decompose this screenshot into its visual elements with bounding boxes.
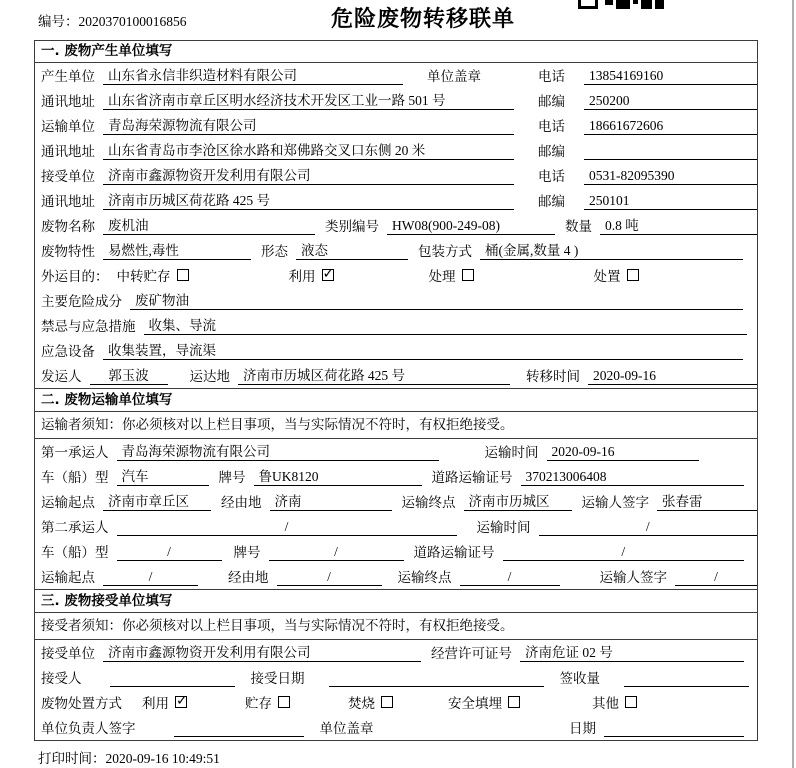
- route2-end-value: /: [460, 569, 560, 586]
- row-dispatch: [35, 363, 757, 388]
- qr-code-icon: [578, 0, 667, 10]
- vehicle1-license-value: 370213006408: [521, 469, 745, 486]
- section1-header: 一. 废物产生单位填写: [35, 41, 757, 63]
- row-route1: [35, 489, 757, 514]
- row-route2: [35, 564, 757, 589]
- row-transporter-address: [35, 138, 757, 163]
- producer-phone-label: 电话: [538, 69, 565, 84]
- sign-date-label: 日期: [569, 721, 596, 736]
- purpose-option-utilize: [289, 265, 334, 285]
- transporter-address-value: 山东省青岛市李沧区徐水路和郑佛路交叉口东侧 20 米: [103, 139, 514, 160]
- purpose-option-transfer-storage: [117, 265, 189, 285]
- disposal-option-utilize: [142, 692, 187, 712]
- waste-pack-label: 包装方式: [418, 244, 472, 259]
- purpose-option-dispose: [594, 265, 639, 285]
- accept-unit-value: 济南市鑫源物资开发利用有限公司: [103, 641, 421, 662]
- row-carrier2: [35, 514, 757, 539]
- qr-block: [605, 0, 613, 5]
- qr-block: [633, 0, 638, 4]
- vehicle2-type-value: /: [117, 544, 222, 561]
- section2-notice: 运输者须知：你必须核对以上栏目事项，当与实际情况不符时，有权拒绝接受。: [35, 412, 757, 439]
- row-purpose: [35, 263, 757, 288]
- disposal-option-landfill: [448, 692, 520, 712]
- receiver-label: 接受单位: [41, 169, 95, 184]
- receiver-address-label: 通讯地址: [41, 194, 95, 209]
- checkbox-treat: [462, 269, 474, 281]
- row-responsible-sign: [35, 715, 757, 740]
- responsible-sign-label: 单位负责人签字: [41, 721, 136, 736]
- transfer-time-value: 2020-09-16: [588, 368, 757, 385]
- qr-block: [641, 0, 652, 9]
- producer-address-label: 通讯地址: [41, 94, 95, 109]
- waste-code-label: 类别编号: [325, 219, 379, 234]
- option-label: 其他: [592, 696, 619, 711]
- serial-label: 编号：: [38, 14, 79, 29]
- purpose-option-treat: [429, 265, 474, 285]
- row-accept-person: [35, 665, 757, 690]
- route1-sign-label: 运输人签字: [581, 495, 649, 510]
- unit-seal-label: 单位盖章: [319, 721, 374, 736]
- disposal-method-label: 废物处置方式: [41, 696, 122, 711]
- waste-form-value: 液态: [296, 239, 408, 260]
- receiver-zip-label: 邮编: [538, 194, 565, 209]
- producer-label: 产生单位: [41, 69, 95, 84]
- checkbox-disposal-incinerate: [381, 696, 393, 708]
- vehicle2-license-label: 道路运输证号: [413, 545, 495, 560]
- option-label: 利用: [288, 269, 316, 284]
- signed-qty-label: 签收量: [559, 671, 600, 686]
- route1-start-value: 济南市章丘区: [103, 490, 211, 511]
- option-label: 处理: [428, 269, 456, 284]
- waste-pack-value: 桶(金属,数量 4 ): [480, 239, 743, 260]
- checkbox-disposal-store: [278, 696, 290, 708]
- vehicle1-plate-label: 牌号: [218, 470, 246, 485]
- accept-unit-label: 接受单位: [41, 646, 95, 661]
- accept-person-value: [110, 670, 235, 687]
- qr-block: [655, 0, 664, 9]
- row-vehicle2: [35, 539, 757, 564]
- waste-qty-label: 数量: [565, 219, 592, 234]
- signed-qty-value: [624, 670, 749, 687]
- route1-via-value: 济南: [270, 490, 392, 511]
- producer-phone-value: 13854169160: [584, 68, 757, 85]
- producer-seal-label: 单位盖章: [427, 69, 481, 84]
- row-carrier1: [35, 439, 757, 464]
- section3-header: 三. 废物接受单位填写: [35, 589, 757, 613]
- option-label: 贮存: [245, 696, 272, 711]
- disposal-option-other: [592, 692, 637, 712]
- window-right-edge: [792, 0, 794, 768]
- accept-date-value: [329, 670, 544, 687]
- serial-number-line: [38, 10, 187, 30]
- hazard-label: 主要危险成分: [41, 294, 122, 309]
- accept-person-label: 接受人: [41, 671, 82, 686]
- row-vehicle1: [35, 464, 757, 489]
- carrier2-value: /: [117, 519, 457, 536]
- row-accept-unit: [35, 640, 757, 665]
- receiver-zip-value: 250101: [584, 193, 757, 210]
- carrier1-time-value: 2020-09-16: [547, 444, 699, 461]
- route1-start-label: 运输起点: [41, 495, 95, 510]
- route2-end-label: 运输终点: [397, 570, 452, 585]
- purpose-label: 外运目的：: [41, 269, 109, 284]
- waste-props-label: 废物特性: [41, 244, 95, 259]
- print-time-value: 2020-09-16 10:49:51: [105, 751, 220, 766]
- transporter-address-label: 通讯地址: [41, 144, 95, 159]
- sign-date-value: [604, 720, 744, 737]
- option-label: 中转贮存: [116, 269, 171, 284]
- producer-address-value: 山东省济南市章丘区明水经济技术开发区工业一路 501 号: [103, 89, 514, 110]
- transporter-zip-label: 邮编: [538, 144, 565, 159]
- carrier1-time-label: 运输时间: [484, 445, 539, 460]
- row-receiver-address: [35, 188, 757, 213]
- receiver-phone-value: 0531-82095390: [584, 168, 757, 185]
- option-label: 处置: [593, 269, 621, 284]
- option-label: 焚烧: [348, 696, 375, 711]
- serial-number: 2020370100016856: [78, 14, 187, 29]
- emergency-equipment-value: 收集装置，导流渠: [103, 339, 743, 360]
- destination-value: 济南市历城区荷花路 425 号: [238, 364, 510, 385]
- page-title: 危险废物转移联单: [331, 7, 516, 32]
- vehicle1-type-label: 车（船）型: [41, 470, 109, 485]
- emergency-measures-value: 收集、导流: [144, 314, 748, 335]
- vehicle2-plate-value: /: [269, 544, 404, 561]
- qr-block: [616, 0, 630, 9]
- option-label: 利用: [142, 696, 169, 711]
- route1-sign-value: 张春雷: [657, 490, 757, 511]
- form-table: [34, 40, 758, 741]
- route1-end-value: 济南市历城区: [464, 490, 572, 511]
- waste-name-value: 废机油: [103, 214, 315, 235]
- row-emergency-measures: [35, 313, 757, 338]
- transporter-phone-label: 电话: [538, 119, 565, 134]
- print-time-label: 打印时间：: [38, 751, 106, 766]
- receiver-address-value: 济南市历城区荷花路 425 号: [103, 189, 514, 210]
- emergency-measures-label: 禁忌与应急措施: [41, 319, 136, 334]
- checkbox-transfer-storage: [177, 269, 189, 281]
- disposal-option-incinerate: [348, 692, 393, 712]
- row-waste-name: [35, 213, 757, 238]
- route1-end-label: 运输终点: [401, 495, 456, 510]
- route2-via-label: 经由地: [228, 570, 269, 585]
- waste-code-value: HW08(900-249-08): [387, 218, 555, 235]
- transporter-phone-value: 18661672606: [584, 118, 757, 135]
- route2-sign-label: 运输人签字: [599, 570, 667, 585]
- route2-via-value: /: [277, 569, 382, 586]
- checkbox-disposal-utilize: [175, 696, 187, 708]
- carrier2-time-value: /: [539, 519, 758, 536]
- transfer-time-label: 转移时间: [526, 369, 580, 384]
- route2-start-label: 运输起点: [41, 570, 95, 585]
- vehicle2-type-label: 车（船）型: [41, 545, 109, 560]
- section2-header: 二. 废物运输单位填写: [35, 388, 757, 412]
- waste-form-label: 形态: [261, 244, 288, 259]
- print-time-line: [38, 747, 220, 767]
- row-producer-address: [35, 88, 757, 113]
- route1-via-label: 经由地: [221, 495, 262, 510]
- row-transporter: [35, 113, 757, 138]
- checkbox-utilize: [322, 269, 334, 281]
- carrier1-label: 第一承运人: [41, 445, 109, 460]
- option-label: 安全填埋: [448, 696, 502, 711]
- qr-finder-square: [578, 0, 598, 9]
- receiver-phone-label: 电话: [538, 169, 565, 184]
- row-hazard: [35, 288, 757, 313]
- carrier2-label: 第二承运人: [41, 520, 109, 535]
- route2-start-value: /: [103, 569, 198, 586]
- destination-label: 运达地: [189, 369, 230, 384]
- transporter-value: 青岛海荣源物流有限公司: [103, 114, 514, 135]
- disposal-option-store: [245, 692, 290, 712]
- hazard-value: 废矿物油: [130, 289, 743, 310]
- section3-notice: 接受者须知：你必须核对以上栏目事项，当与实际情况不符时，有权拒绝接受。: [35, 613, 757, 640]
- operating-license-value: 济南危证 02 号: [520, 641, 744, 662]
- row-waste-props: [35, 238, 757, 263]
- row-disposal-method: [35, 690, 757, 715]
- operating-license-label: 经营许可证号: [431, 646, 512, 661]
- vehicle1-license-label: 道路运输证号: [431, 470, 513, 485]
- producer-zip-label: 邮编: [538, 94, 565, 109]
- dispatcher-label: 发运人: [41, 369, 82, 384]
- route2-sign-value: /: [675, 569, 757, 586]
- carrier1-value: 青岛海荣源物流有限公司: [117, 440, 439, 461]
- vehicle1-plate-value: 鲁UK8120: [254, 465, 422, 486]
- transporter-label: 运输单位: [41, 119, 95, 134]
- waste-name-label: 废物名称: [41, 219, 95, 234]
- vehicle1-type-value: 汽车: [117, 465, 209, 486]
- waste-qty-value: 0.8 吨: [600, 214, 757, 235]
- producer-zip-value: 250200: [584, 93, 757, 110]
- checkbox-disposal-other: [625, 696, 637, 708]
- responsible-sign-value: [174, 720, 304, 737]
- waste-props-value: 易燃性,毒性: [103, 239, 251, 260]
- row-emergency-equipment: [35, 338, 757, 363]
- vehicle2-plate-label: 牌号: [233, 545, 261, 560]
- receiver-value: 济南市鑫源物资开发利用有限公司: [103, 164, 514, 185]
- checkbox-disposal-landfill: [508, 696, 520, 708]
- carrier2-time-label: 运输时间: [476, 520, 531, 535]
- dispatcher-value: 郭玉波: [90, 364, 168, 385]
- checkbox-dispose: [627, 269, 639, 281]
- vehicle2-license-value: /: [503, 544, 745, 561]
- producer-value: 山东省永信非织造材料有限公司: [103, 64, 403, 85]
- row-producer: [35, 63, 757, 88]
- row-receiver: [35, 163, 757, 188]
- transporter-zip-value: [584, 143, 757, 160]
- emergency-equipment-label: 应急设备: [41, 344, 95, 359]
- accept-date-label: 接受日期: [250, 671, 305, 686]
